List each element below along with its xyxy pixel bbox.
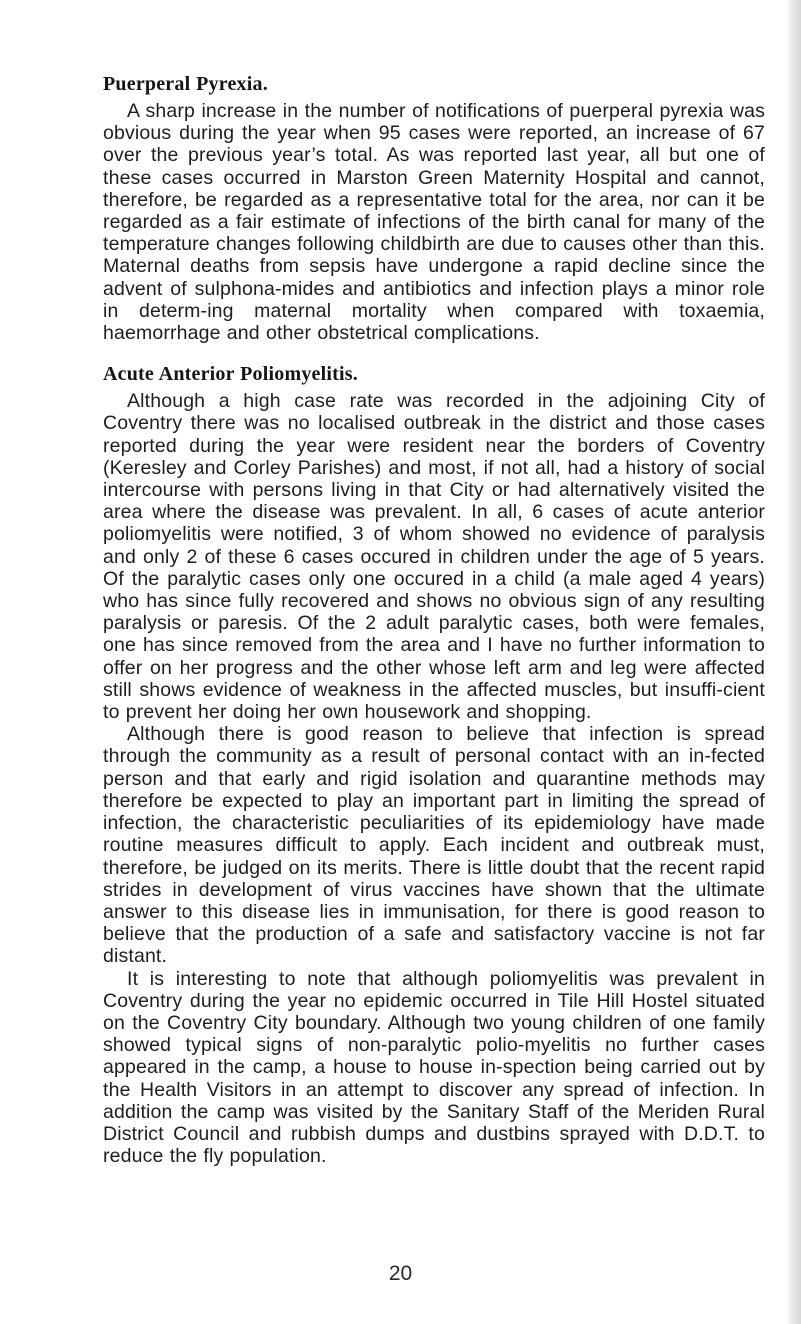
section-heading: Puerperal Pyrexia. (103, 73, 268, 95)
paragraph: Although there is good reason to believe that infection is spread through the community as a result of personal contact with an in-fected person and that early and rigid isolation and quarantine methods may therefore be expected to play an important part in limiting the spread of infection, the characteristic peculiarities of its epidemiology have made routine measures difficult to apply. Each incident and outbreak must, therefore, be judged on its merits. There is little doubt that the recent rapid strides in development of virus vaccines have shown that the ultimate answer to this disease lies in immunisation, for there is good reason to believe that the production of a safe and satisfactory vaccine is not far distant. (103, 723, 765, 968)
section-puerperal-pyrexia (103, 72, 765, 344)
paragraph: Although a high case rate was recorded in the adjoining City of Coventry there was no localised outbreak in the district and those cases reported during the year were resident near the borders of Coventry (Keresley and Corley Parishes) and most, if not all, had a history of social intercourse with persons living in that City or had alternatively visited the area where the disease was prevalent. In all, 6 cases of acute anterior poliomyelitis were notified, 3 of whom showed no evidence of paralysis and only 2 of these 6 cases occured in children under the age of 5 years. Of the paralytic cases only one occured in a child (a male aged 4 years) who has since fully recovered and shows no obvious sign of any resulting paralysis or paresis. Of the 2 adult paralytic cases, both were females, one has since removed from the area and I have no further information to offer on her progress and the other whose left arm and leg were affected still shows evidence of weakness in the affected muscles, but insuffi-cient to prevent her doing her own housework and shopping. (103, 390, 765, 724)
page-number: 20 (388, 1262, 413, 1285)
section-acute-anterior-poliomyelitis (103, 362, 765, 1167)
document-body (103, 72, 765, 1167)
paragraph: A sharp increase in the number of notifications of puerperal pyrexia was obvious during the year when 95 cases were reported, an increase of 67 over the previous year’s total. As was reported last year, all but one of these cases occurred in Marston Green Maternity Hospital and cannot, therefore, be regarded as a representative total for the area, nor can it be regarded as a fair estimate of infections of the birth canal for many of the temperature changes following childbirth are due to causes other than this. Maternal deaths from sepsis have undergone a rapid decline since the advent of sulphona-mides and antibiotics and infection plays a minor role in determ-ing maternal mortality when compared with toxaemia, haemorrhage and other obstetrical complications. (103, 100, 765, 345)
section-heading: Acute Anterior Poliomyelitis. (103, 363, 358, 386)
paragraph: It is interesting to note that although poliomyelitis was prevalent in Coventry during the year no epidemic occurred in Tile Hill Hostel situated on the Coventry City boundary. Although two young children of one family showed typical signs of non-paralytic polio-myelitis no further cases appeared in the camp, a house to house in-spection being carried out by the Health Visitors in an attempt to discover any spread of infection. In addition the camp was visited by the Sanitary Staff of the Meriden Rural District Council and rubbish dumps and dustbins sprayed with D.D.T. to reduce the fly population. (103, 967, 765, 1168)
